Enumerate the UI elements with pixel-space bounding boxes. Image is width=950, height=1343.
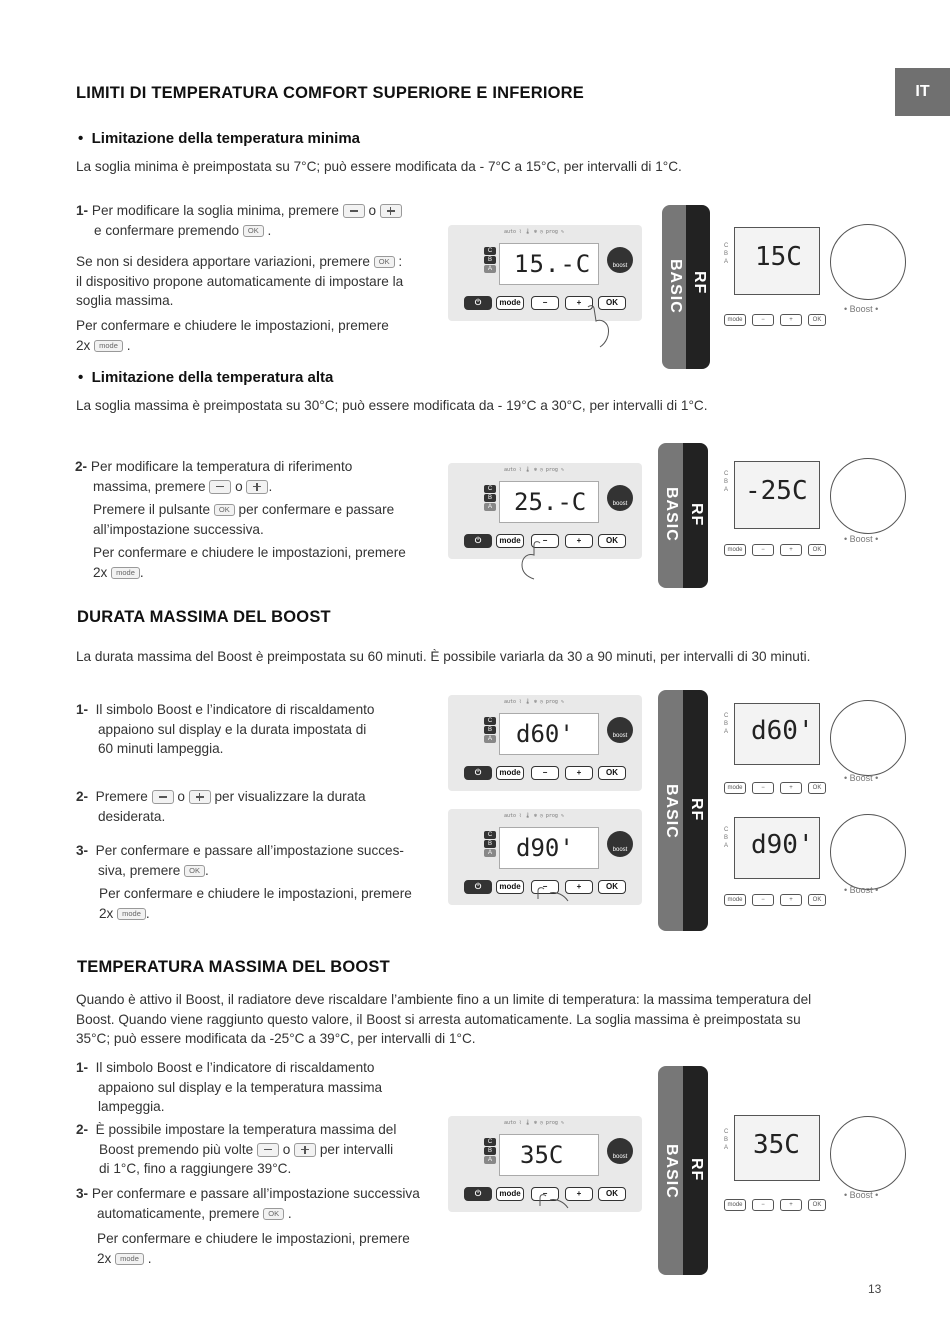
- lcd-value: 25.-C: [514, 488, 587, 516]
- step-text: per intervalli: [319, 1141, 394, 1157]
- control-panel-duration-60: [448, 695, 642, 791]
- panel-status-icons: auto ⌇ 🌡 ❄ ◷ prog ✎: [504, 467, 564, 473]
- step-text: 60 minuti lampeggia.: [98, 741, 224, 756]
- ok-button[interactable]: OK: [598, 534, 626, 548]
- minus-button[interactable]: −: [531, 766, 559, 780]
- minus-button[interactable]: −: [531, 880, 559, 894]
- basic-label: BASIC: [663, 1144, 680, 1199]
- lcd-display: [499, 827, 599, 869]
- rf-boost-label: • Boost •: [844, 773, 879, 783]
- lcd-display: [499, 481, 599, 523]
- subsection-max-intro: La soglia massima è preimpostata su 30°C; può essere modificata da - 19°C a 30°C, per intervalli di 1°C.: [76, 398, 708, 413]
- paragraph-text: Per confermare e chiudere le impostazioni, premere: [97, 1231, 410, 1246]
- plus-key-icon: [380, 204, 402, 218]
- rf-ok-button[interactable]: OK: [808, 314, 826, 326]
- lcd-display: [499, 1134, 599, 1176]
- comfort-level-indicator: C B A: [484, 1138, 496, 1164]
- paragraph-text: :: [398, 254, 403, 269]
- mode-button[interactable]: mode: [496, 1187, 524, 1201]
- step-text: .: [204, 862, 209, 878]
- lcd-value: 35C: [520, 1141, 564, 1169]
- paragraph-text: 2x: [99, 905, 114, 921]
- step-text: desiderata.: [98, 808, 166, 824]
- step-text: .: [268, 478, 273, 494]
- rf-lcd-value: d90': [751, 830, 814, 860]
- rf-plus-button[interactable]: +: [780, 1199, 802, 1211]
- rf-lcd-display: [734, 703, 820, 765]
- mode-button[interactable]: mode: [496, 880, 524, 894]
- rf-thermostat-duration-90: [722, 808, 884, 918]
- language-tab: IT: [895, 68, 950, 116]
- basic-label: BASIC: [663, 487, 680, 542]
- boost-button[interactable]: boost: [607, 831, 633, 857]
- subsection-max-title: [78, 369, 333, 386]
- rf-minus-button[interactable]: −: [752, 544, 774, 556]
- step-text: Premere: [95, 789, 148, 804]
- rf-ok-button[interactable]: OK: [808, 782, 826, 794]
- comfort-level-indicator: C B A: [484, 247, 496, 273]
- rf-thermostat-max-temp: [722, 1110, 884, 1220]
- rf-boost-label: • Boost •: [844, 304, 879, 314]
- mode-key-icon: mode: [115, 1253, 144, 1265]
- rf-lcd-value: 15C: [755, 242, 802, 272]
- rf-level-indicator: C B A: [724, 1129, 729, 1151]
- duration-step-1: [76, 700, 446, 759]
- rf-thermostat-min: [722, 218, 884, 330]
- paragraph-text: 2x: [76, 337, 91, 353]
- step-text: appaiono sul display e la temperatura massima: [98, 1079, 383, 1095]
- bullet: •: [78, 130, 84, 147]
- step-text: Il simbolo Boost e l’indicatore di riscaldamento: [95, 1060, 375, 1075]
- comfort-level-indicator: C B A: [484, 831, 496, 857]
- step-text: di 1°C, fino a raggiungere 39°C.: [99, 1161, 292, 1176]
- maxtemp-confirm-close: [97, 1229, 457, 1268]
- control-panel-max: [448, 463, 642, 559]
- boost-button[interactable]: boost: [607, 485, 633, 511]
- step-text: per visualizzare la durata: [214, 789, 366, 804]
- minus-button[interactable]: −: [531, 1187, 559, 1201]
- minus-key-icon: [209, 480, 231, 494]
- step-number: 2-: [75, 459, 88, 474]
- maxtemp-step-2: [76, 1120, 456, 1179]
- control-panel-duration-90: [448, 809, 642, 905]
- step-text: appaiono sul display e la durata impostata di: [98, 721, 367, 737]
- paragraph-text: .: [139, 564, 144, 580]
- comfort-level-indicator: C B A: [484, 485, 496, 511]
- ok-key-icon: OK: [214, 504, 235, 516]
- ok-key-icon: OK: [263, 1208, 284, 1220]
- max-step-2: [75, 457, 445, 496]
- paragraph-text: 35°C; può essere modificata da -25°C a 39°C, per intervalli di 1°C.: [76, 1031, 476, 1046]
- panel-status-icons: auto ⌇ 🌡 ❄ ◷ prog ✎: [504, 699, 564, 705]
- paragraph-text: Per confermare e chiudere le impostazioni, premere: [76, 318, 389, 333]
- step-text: massima, premere: [93, 478, 206, 494]
- plus-button[interactable]: +: [565, 296, 593, 310]
- finger-press-icon: [536, 1194, 576, 1212]
- power-button[interactable]: ⏻: [464, 880, 492, 894]
- rf-lcd-display: [734, 1115, 820, 1181]
- ok-button[interactable]: OK: [598, 296, 626, 310]
- maxtemp-step-1: [76, 1058, 446, 1117]
- paragraph-text: Per confermare e chiudere le impostazioni, premere: [99, 886, 412, 901]
- ok-key-icon: OK: [374, 256, 395, 268]
- basic-rf-label-bar: [662, 205, 710, 369]
- paragraph-text: Boost. Quando viene raggiunto questo valore, il Boost si arresta automaticamente. La soglia massima è preimpostata su: [76, 1011, 801, 1027]
- rf-plus-button[interactable]: +: [780, 314, 802, 326]
- rf-lcd-value: 35C: [753, 1130, 800, 1160]
- rf-lcd-display: [734, 817, 820, 879]
- panel-status-icons: auto ⌇ 🌡 ❄ ◷ prog ✎: [504, 229, 564, 235]
- thermostat-dial[interactable]: [830, 458, 906, 534]
- step-text: siva, premere: [98, 862, 181, 878]
- step-number: 1-: [76, 203, 89, 218]
- plus-key-icon: [189, 790, 211, 804]
- control-panel-min: [448, 225, 642, 321]
- basic-rf-label-bar: [658, 1066, 708, 1275]
- max-confirm-close: [93, 543, 443, 582]
- step-number: 1-: [76, 702, 89, 717]
- plus-key-icon: [294, 1143, 316, 1157]
- thermostat-dial[interactable]: [830, 814, 906, 890]
- lcd-value: 15.-C: [514, 250, 592, 278]
- boost-button[interactable]: boost: [607, 717, 633, 743]
- or-text: o: [282, 1141, 291, 1157]
- duration-step-3: [76, 841, 446, 880]
- paragraph-text: per confermare e passare: [238, 502, 395, 517]
- ok-key-icon: OK: [243, 225, 264, 237]
- step-number: 2-: [76, 1122, 89, 1137]
- step-text: .: [267, 222, 272, 238]
- min-skip-paragraph: [76, 252, 446, 311]
- power-button[interactable]: ⏻: [464, 1187, 492, 1201]
- power-button[interactable]: ⏻: [464, 296, 492, 310]
- min-confirm-paragraph: [76, 316, 446, 355]
- rf-minus-button[interactable]: −: [752, 782, 774, 794]
- rf-plus-button[interactable]: +: [780, 894, 802, 906]
- paragraph-text: .: [126, 337, 131, 353]
- rf-boost-label: • Boost •: [844, 534, 879, 544]
- minus-key-icon: [152, 790, 174, 804]
- rf-lcd-value: d60': [751, 716, 814, 746]
- paragraph-text: Quando è attivo il Boost, il radiatore deve riscaldare l’ambiente fino a un limite di temperatura: la massima temperatura del: [76, 992, 812, 1007]
- bullet: •: [78, 369, 84, 386]
- paragraph-text: 2x: [93, 564, 108, 580]
- power-button[interactable]: ⏻: [464, 766, 492, 780]
- lcd-value: d90': [516, 834, 574, 862]
- mode-key-icon: mode: [94, 340, 123, 352]
- rf-ok-button[interactable]: OK: [808, 894, 826, 906]
- thermostat-dial[interactable]: [830, 1116, 906, 1192]
- section-title-boost-duration: DURATA MASSIMA DEL BOOST: [77, 608, 331, 626]
- rf-lcd-display: [734, 227, 820, 295]
- minus-button[interactable]: −: [531, 296, 559, 310]
- rf-mode-button[interactable]: mode: [724, 1199, 746, 1211]
- plus-button[interactable]: +: [565, 1187, 593, 1201]
- step-text: È possibile impostare la temperatura massima del: [95, 1122, 397, 1137]
- step-text: Il simbolo Boost e l’indicatore di riscaldamento: [95, 702, 375, 717]
- minus-key-icon: [343, 204, 365, 218]
- rf-label: RF: [688, 1158, 705, 1182]
- rf-plus-button[interactable]: +: [780, 544, 802, 556]
- lcd-display: [499, 243, 599, 285]
- basic-label: BASIC: [663, 784, 680, 839]
- ok-button[interactable]: OK: [598, 1187, 626, 1201]
- subsection-min-intro: La soglia minima è preimpostata su 7°C; può essere modificata da - 7°C a 15°C, per intervalli di 1°C.: [76, 159, 682, 174]
- rf-ok-button[interactable]: OK: [808, 1199, 826, 1211]
- thermostat-dial[interactable]: [830, 700, 906, 776]
- section-title-boost-max-temp: TEMPERATURA MASSIMA DEL BOOST: [77, 958, 390, 976]
- minus-key-icon: [257, 1143, 279, 1157]
- paragraph-text: soglia massima.: [76, 293, 174, 308]
- subsection-max-title-text: Limitazione della temperatura alta: [91, 369, 334, 386]
- rf-lcd-value: -25C: [745, 476, 808, 506]
- plus-button[interactable]: +: [565, 766, 593, 780]
- step-text: e confermare premendo: [94, 222, 240, 238]
- or-text: o: [368, 203, 377, 218]
- paragraph-text: Se non si desidera apportare variazioni, premere: [76, 254, 370, 269]
- control-panel-max-temp: [448, 1116, 642, 1212]
- paragraph-text: Premere il pulsante: [93, 502, 211, 517]
- finger-press-icon: [512, 541, 562, 581]
- plus-button[interactable]: +: [565, 880, 593, 894]
- rf-thermostat-max: [722, 452, 884, 564]
- paragraph-text: 2x: [97, 1250, 112, 1266]
- or-text: o: [177, 789, 185, 804]
- rf-mode-button[interactable]: mode: [724, 894, 746, 906]
- power-button[interactable]: ⏻: [464, 534, 492, 548]
- basic-rf-label-bar: [658, 690, 708, 931]
- boost-button[interactable]: boost: [607, 1138, 633, 1164]
- plus-button[interactable]: +: [565, 534, 593, 548]
- paragraph-text: .: [147, 1250, 152, 1266]
- ok-button[interactable]: OK: [598, 766, 626, 780]
- mode-button[interactable]: mode: [496, 766, 524, 780]
- boost-duration-intro: La durata massima del Boost è preimpostata su 60 minuti. È possibile variarla da 30 a 90 minuti, per intervalli di 30 minuti.: [76, 649, 811, 664]
- boost-max-temp-intro: [76, 990, 896, 1049]
- rf-level-indicator: C B A: [724, 827, 729, 849]
- subsection-min-title: [78, 130, 360, 147]
- duration-confirm-close: [99, 884, 449, 923]
- rf-label: RF: [688, 798, 705, 822]
- step-text: Boost premendo più volte: [99, 1141, 254, 1157]
- paragraph-text: .: [145, 905, 150, 921]
- step-text: Per modificare la temperatura di riferimento: [90, 459, 353, 474]
- mode-button[interactable]: mode: [496, 296, 524, 310]
- basic-rf-label-bar: [658, 443, 708, 588]
- rf-minus-button[interactable]: −: [752, 314, 774, 326]
- max-confirm-next: [93, 500, 443, 539]
- step-text: Per modificare la soglia minima, premere: [91, 203, 339, 218]
- min-step-1: [76, 201, 446, 240]
- finger-press-icon: [530, 887, 580, 905]
- rf-mode-button[interactable]: mode: [724, 314, 746, 326]
- rf-mode-button[interactable]: mode: [724, 544, 746, 556]
- rf-plus-button[interactable]: +: [780, 782, 802, 794]
- ok-key-icon: OK: [184, 865, 205, 877]
- rf-level-indicator: C B A: [724, 713, 729, 735]
- subsection-min-title-text: Limitazione della temperatura minima: [91, 130, 361, 147]
- lcd-value: d60': [516, 720, 574, 748]
- rf-ok-button[interactable]: OK: [808, 544, 826, 556]
- minus-button[interactable]: −: [531, 534, 559, 548]
- rf-minus-button[interactable]: −: [752, 894, 774, 906]
- page-number: 13: [868, 1282, 882, 1296]
- comfort-level-indicator: C B A: [484, 717, 496, 743]
- step-number: 1-: [76, 1060, 89, 1075]
- rf-label: RF: [688, 503, 705, 527]
- boost-button[interactable]: boost: [607, 247, 633, 273]
- mode-button[interactable]: mode: [496, 534, 524, 548]
- rf-thermostat-duration-60: [722, 694, 884, 802]
- section-title-comfort-limits: LIMITI DI TEMPERATURA COMFORT SUPERIORE E INFERIORE: [76, 84, 584, 102]
- mode-key-icon: mode: [117, 908, 146, 920]
- panel-status-icons: auto ⌇ 🌡 ❄ ◷ prog ✎: [504, 813, 564, 819]
- mode-key-icon: mode: [111, 567, 140, 579]
- lcd-display: [499, 713, 599, 755]
- rf-mode-button[interactable]: mode: [724, 782, 746, 794]
- panel-status-icons: auto ⌇ 🌡 ❄ ◷ prog ✎: [504, 1120, 564, 1126]
- maxtemp-step-3: [76, 1184, 456, 1223]
- step-number: 3-: [76, 843, 89, 858]
- rf-level-indicator: C B A: [724, 243, 729, 265]
- ok-button[interactable]: OK: [598, 880, 626, 894]
- step-text: lampeggia.: [98, 1099, 165, 1114]
- rf-boost-label: • Boost •: [844, 1190, 879, 1200]
- rf-level-indicator: C B A: [724, 471, 729, 493]
- paragraph-text: il dispositivo propone automaticamente di impostare la: [76, 273, 404, 289]
- rf-minus-button[interactable]: −: [752, 1199, 774, 1211]
- or-text: o: [235, 478, 243, 494]
- rf-label: RF: [691, 271, 708, 295]
- step-text: Per confermare e passare all’impostazione successiva: [91, 1186, 420, 1201]
- step-text: automaticamente, premere: [97, 1205, 260, 1221]
- duration-step-2: [76, 787, 446, 826]
- finger-press-icon: [580, 305, 620, 349]
- step-number: 3-: [76, 1186, 89, 1201]
- step-text: Per confermare e passare all’impostazione succes-: [95, 843, 404, 858]
- paragraph-text: all’impostazione successiva.: [93, 521, 264, 537]
- thermostat-dial[interactable]: [830, 224, 906, 300]
- basic-label: BASIC: [667, 259, 684, 314]
- rf-boost-label: • Boost •: [844, 885, 879, 895]
- rf-lcd-display: [734, 461, 820, 529]
- paragraph-text: Per confermare e chiudere le impostazioni, premere: [93, 545, 406, 560]
- step-number: 2-: [76, 789, 89, 804]
- plus-key-icon: [246, 480, 268, 494]
- step-text: .: [287, 1205, 292, 1221]
